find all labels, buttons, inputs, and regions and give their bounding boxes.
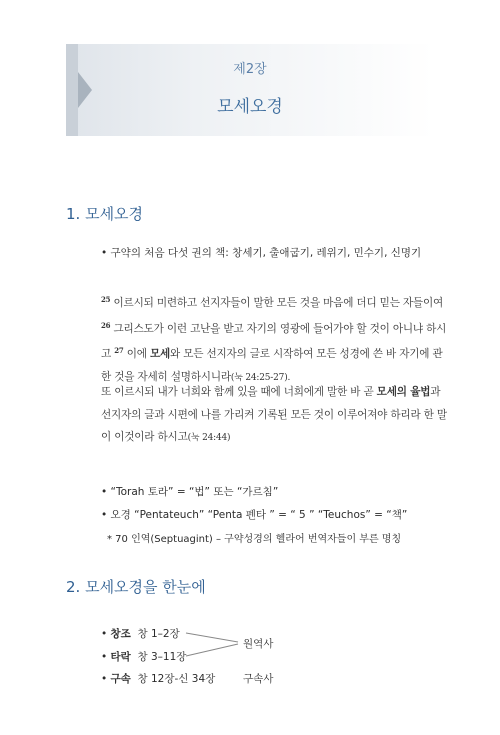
note-septuagint: * 70 인역(Septuagint) – 구약성경의 헬라어 번역자들이 부른 명칭	[107, 534, 402, 545]
chapter-title: 모세오경	[217, 97, 283, 117]
verse-number: 25	[101, 295, 111, 304]
verse-text: 이르시되 미련하고 선지자들이 말한 모든 것을 마음에 더디 믿는 자들이여	[110, 297, 444, 309]
verse-text: 과 선지자의 글과 시편에 나를 가리켜 기록된 모든 것이 이루어져야 하리라 한 말이 이것이라 하시고	[101, 386, 447, 443]
verse-emphasis: 모세의 율법	[376, 386, 431, 398]
row-term: 타락	[110, 651, 131, 663]
bullet-pentateuch: • 오경 “Pentateuch” “Penta 펜타 ” = “ 5 ” “Teuchos” = “책”	[101, 509, 408, 521]
row-term: 구속	[110, 673, 131, 685]
section-heading-1: 1. 모세오경	[66, 205, 144, 223]
bullet-torah: • “Torah 토라” = “법” 또는 “가르침”	[101, 486, 279, 498]
row-bullet: •	[101, 628, 111, 640]
chapter-number: 제2장	[233, 62, 267, 77]
verse-text: 와 모든 선지자의 글로 시작하여 모든 성경에 쓴 바 자기에 관한 것을 자세히 설명하시니라	[101, 348, 443, 383]
row-range: 창 1–2장	[137, 628, 180, 640]
label-redemptive-history: 구속사	[243, 673, 274, 685]
row-range: 창 3–11장	[137, 651, 187, 663]
verse-reference: (눅 24:44)	[187, 433, 231, 443]
verse-text: 또 이르시되 내가 너희와 함께 있을 때에 너희에게 말한 바 곧	[101, 386, 377, 398]
row-term: 창조	[110, 628, 131, 640]
section-heading-2: 2. 모세오경을 한눈에	[66, 578, 206, 596]
verse-reference: (눅 24:25-27).	[230, 372, 291, 383]
verse-text: 이에	[123, 348, 150, 360]
row-bullet: •	[101, 651, 111, 663]
verse-text: 그리스도가 이런 고난을 받고 자기의 영광에 들어가야 할 것이 아니냐 하시고	[101, 322, 447, 360]
verse-emphasis: 모세	[149, 348, 171, 360]
bracket-line-upper	[186, 633, 238, 642]
bracket-line-lower	[186, 644, 238, 656]
verse-number: 27	[114, 346, 124, 355]
bullet-five-books: • 구약의 처음 다섯 권의 책: 창세기, 출애굽기, 레위기, 민수기, 신명기	[101, 247, 422, 259]
label-primeval-history: 원역사	[243, 638, 274, 650]
verse-number: 26	[101, 320, 111, 330]
row-range: 창 12장-신 34장	[137, 673, 216, 685]
row-bullet: •	[101, 673, 111, 685]
